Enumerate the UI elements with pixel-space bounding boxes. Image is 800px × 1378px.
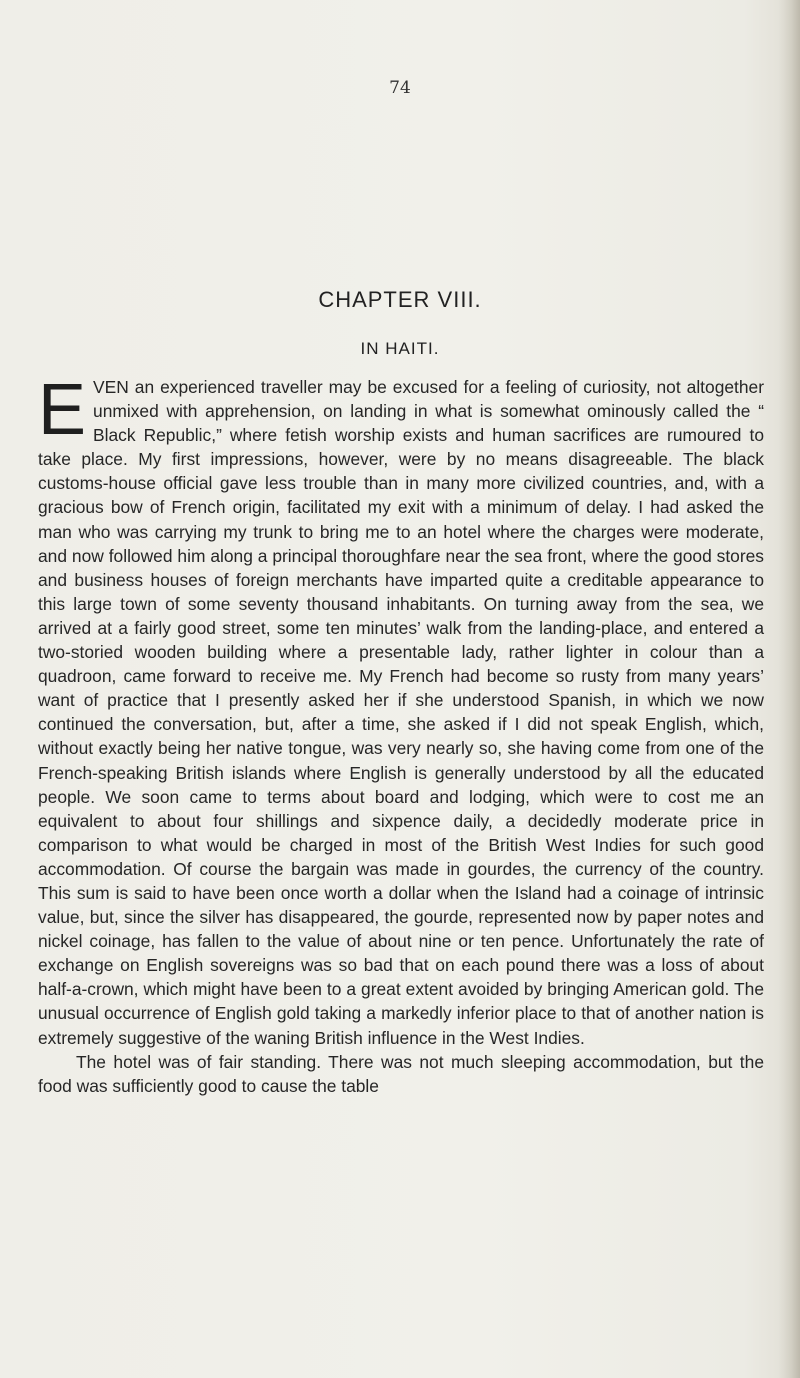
page-number: 74	[389, 78, 411, 98]
paragraph-1	[38, 370, 764, 1050]
chapter-title: CHAPTER VIII.	[318, 287, 482, 312]
body-text	[38, 370, 764, 1098]
paragraph-2: The hotel was of fair standing. There was not much sleeping accommodation, but the food was sufficiently good to cause the table	[38, 1051, 764, 1096]
paragraph-1-text: VEN an experienced traveller may be excused for a feeling of curiosity, not altogether unmixed with apprehension, on landing in what is somewhat ominously called the “ Black Republic,” where fetish worship exists and human sacrifices are rumoured to take place. My first impressions, however, were by no means disagreeable. The black customs-house official gave less trouble than in many more civilized countries, and, with a gracious bow of French origin, facilitated my exit with a minimum of delay. I had asked the man who was carrying my trunk to bring me to an hotel where the charges were moderate, and now followed him along a principal thoroughfare near the sea front, where the good stores and business houses of foreign merchants have imparted quite a creditable appearance to this large town of some seventy thousand inhabitants. On turning away from the sea, we arrived at a fairly good street, some ten minutes’ walk from the landing-place, and entered a two-storied wooden building where a presentable lady, rather lighter in colour than a quadroon, came forward to receive me. My French had become so rusty from many years’ want of practice that I presently asked her if she understood Spanish, in which we now continued the conversation, but, after a time, she asked if I did not speak English, which, without exactly being her native tongue, was very nearly so, she having come from one of the French-speaking British islands where English is generally understood by all the educated people. We soon came to terms about board and lodging, which were to cost me an equivalent to about four shillings and sixpence daily, a decidedly moderate price in comparison to what would be charged in most of the British West Indies for such good accommodation. Of course the bargain was made in gourdes, the currency of the country. This sum is said to have been once worth a dollar when the Island had a coinage of intrinsic value, but, since the silver has disappeared, the gourde, represented now by paper notes and nickel coinage, has fallen to the value of about nine or ten pence. Unfortunately the rate of exchange on English sovereigns was so bad that on each pound there was a loss of about half-a-crown, which might have been to a great extent avoided by bringing American gold. The unusual occurrence of English gold taking a markedly inferior place to that of another nation is extremely suggestive of the waning British influence in the West Indies.	[38, 377, 764, 1048]
drop-cap: E	[38, 370, 87, 450]
page-edge-shadow	[778, 0, 800, 1378]
section-title: IN HAITI.	[360, 339, 440, 358]
